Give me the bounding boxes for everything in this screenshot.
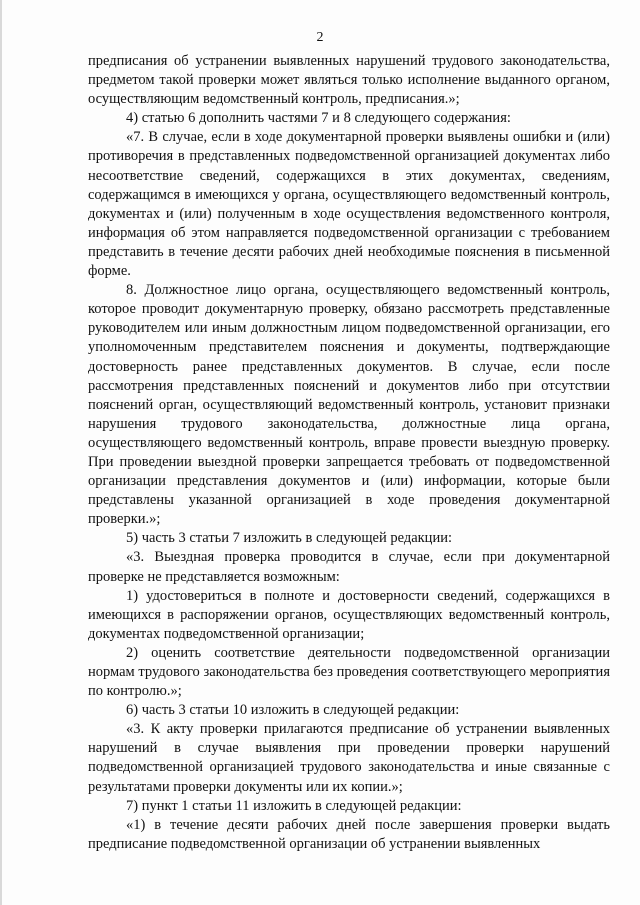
- paragraph-part-7: «7. В случае, если в ходе документарной проверки выявлены ошибки и (или) противоречия в представленных подведомственной организацией документах либо несоответствие сведений, содержащихся в этих документах, сведениям, содержащимся в имеющихся у органа, осуществляющего ведомственный контроль, документах и (или) полученным в ходе осуществления ведомственного контроля, информация об этом направляется подведомственной организации с требованием представить в течение десяти рабочих дней необходимые пояснения в письменной форме.: [88, 129, 610, 280]
- page-number: 2: [316, 30, 324, 45]
- paragraph-part-3-art-7: «3. Выездная проверка проводится в случае, если при документарной проверке не представляется возможным:: [88, 549, 610, 585]
- paragraph-item-5: 5) часть 3 статьи 7 изложить в следующей редакции:: [126, 530, 452, 547]
- paragraph-continuation: предписания об устранении выявленных нарушений трудового законодательства, предметом такой проверки может являться только исполнение выданного органом, осуществляющим ведомственный контроль, предписания.»;: [88, 53, 610, 108]
- document-body: [88, 52, 610, 854]
- paragraph-subitem-2: 2) оценить соответствие деятельности подведомственной организации нормам трудового законодательства без проведения соответствующего мероприятия по контролю.»;: [88, 644, 610, 700]
- paragraph-part-3-art-10: «3. К акту проверки прилагаются предписание об устранении выявленных нарушений в случае выявления при проведении проверки нарушений подведомственной организацией трудового законодательства и иные связанные с результатами проверки документы или их копии.»;: [88, 721, 610, 795]
- paragraph-item-4: 4) статью 6 дополнить частями 7 и 8 следующего содержания:: [126, 110, 511, 127]
- paragraph-item-6: 6) часть 3 статьи 10 изложить в следующей редакции:: [126, 702, 460, 719]
- paragraph-subitem-1-art-11: «1) в течение десяти рабочих дней после завершения проверки выдать предписание подведомственной организации об устранении выявленных: [88, 816, 610, 852]
- paragraph-item-7: 7) пункт 1 статьи 11 изложить в следующей редакции:: [126, 797, 462, 814]
- paragraph-part-8: 8. Должностное лицо органа, осуществляющего ведомственный контроль, которое проводит документарную проверку, обязано рассмотреть представленные руководителем или иным должностным лицом подведомственной организации, его уполномоченным представителем пояснения и документы, подтверждающие достоверность ранее представленных документов. В случае, если после рассмотрения представленных пояснений и документов либо при отсутствии пояснений орган, осуществляющий ведомственный контроль, установит признаки нарушения трудового законодательства, должностные лица органа, осуществляющего ведомственный контроль, вправе провести выездную проверку. При проведении выездной проверки запрещается требовать от подведомственной организации представления документов и (или) информации, которые были представлены указанной организацией в ходе проведения документарной проверки.»;: [88, 282, 610, 528]
- paragraph-subitem-1: 1) удостовериться в полноте и достоверности сведений, содержащихся в имеющихся в распоряжении органов, осуществляющих ведомственный контроль, документах подведомственной организации;: [88, 587, 610, 642]
- page-edge-shadow: [0, 0, 2, 905]
